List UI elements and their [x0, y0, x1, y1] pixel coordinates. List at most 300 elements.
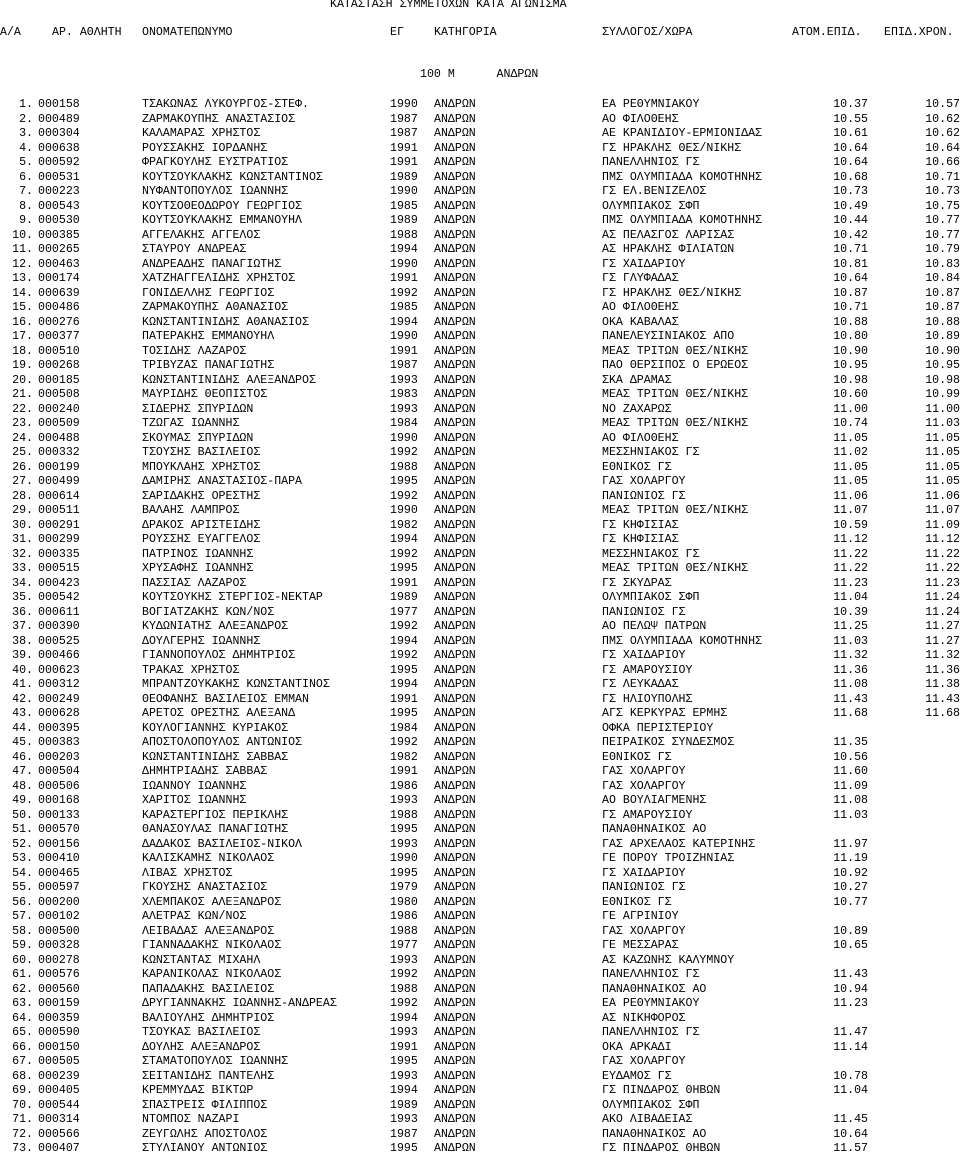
category-cell: ΑΝΔΡΩΝ: [434, 1026, 476, 1039]
club-cell: ΠΑΟ ΘΕΡΣΙΠΟΣ Ο ΕΡΩΕΟΣ: [602, 359, 749, 372]
season-best-cell: 11.05: [925, 446, 960, 459]
birth-year-cell: 1989: [390, 214, 418, 227]
birth-year-cell: 1989: [390, 591, 418, 604]
athlete-number-cell: 000525: [38, 634, 80, 648]
table-row: [0, 925, 960, 940]
birth-year-cell: 1986: [390, 910, 418, 923]
table-row: [0, 243, 960, 258]
birth-year-cell: 1990: [390, 504, 418, 517]
athlete-name-cell: ΜΑΥΡΙΔΗΣ ΘΕΟΠΙΣΤΟΣ: [142, 388, 268, 401]
birth-year-cell: 1992: [390, 736, 418, 749]
table-row: [0, 664, 960, 679]
birth-year-cell: 1987: [390, 112, 418, 126]
club-cell: ΓΑΣ ΧΟΛΑΡΓΟΥ: [602, 765, 686, 778]
table-row: [0, 780, 960, 795]
table-row: [0, 577, 960, 592]
athlete-number-cell: 000185: [38, 373, 80, 387]
birth-year-cell: 1989: [390, 1098, 418, 1112]
category-cell: ΑΝΔΡΩΝ: [434, 504, 476, 517]
category-cell: ΑΝΔΡΩΝ: [434, 1069, 476, 1083]
rank-cell: 47.: [12, 765, 33, 778]
birth-year-cell: 1985: [390, 199, 418, 213]
table-row: [0, 142, 960, 157]
birth-year-cell: 1979: [390, 881, 418, 894]
athlete-name-cell: ΓΟΝΙΔΕΛΛΗΣ ΓΕΩΡΓΙΟΣ: [142, 286, 275, 300]
personal-best-cell: 11.57: [833, 1142, 868, 1155]
athlete-name-cell: ΒΟΓΙΑΤΖΑΚΗΣ ΚΩΝ/ΝΟΣ: [142, 605, 275, 619]
athlete-number-cell: 000383: [38, 736, 80, 749]
athlete-name-cell: ΑΠΟΣΤΟΛΟΠΟΥΛΟΣ ΑΝΤΩΝΙΟΣ: [142, 736, 303, 749]
personal-best-cell: 11.03: [833, 808, 868, 822]
season-best-cell: 10.84: [925, 272, 960, 285]
athlete-name-cell: ΓΙΑΝΝΑΔΑΚΗΣ ΝΙΚΟΛΑΟΣ: [142, 939, 282, 952]
category-cell: ΑΝΔΡΩΝ: [434, 881, 476, 894]
birth-year-cell: 1992: [390, 547, 418, 561]
personal-best-cell: 11.19: [833, 852, 868, 865]
season-best-cell: 10.89: [925, 330, 960, 343]
athlete-name-cell: ΔΑΔΑΚΟΣ ΒΑΣΙΛΕΙΟΣ-ΝΙΚΟΛ: [142, 837, 303, 851]
personal-best-cell: 10.95: [833, 359, 868, 372]
athlete-name-cell: ΝΥΦΑΝΤΟΠΟΥΛΟΣ ΙΩΑΝΝΗΣ: [142, 185, 289, 198]
athlete-number-cell: 000628: [38, 707, 80, 720]
category-cell: ΑΝΔΡΩΝ: [434, 808, 476, 822]
personal-best-cell: 10.77: [833, 895, 868, 909]
athlete-name-cell: ΧΡΥΣΑΦΗΣ ΙΩΑΝΝΗΣ: [142, 562, 254, 575]
category-cell: ΑΝΔΡΩΝ: [434, 460, 476, 474]
category-cell: ΑΝΔΡΩΝ: [434, 1055, 476, 1068]
birth-year-cell: 1994: [390, 634, 418, 648]
table-row: [0, 751, 960, 766]
athlete-name-cell: ΔΡΑΚΟΣ ΑΡΙΣΤΕΙΔΗΣ: [142, 518, 261, 532]
athlete-name-cell: ΧΛΕΜΠΑΚΟΣ ΑΛΕΞΑΝΔΡΟΣ: [142, 895, 282, 909]
table-row: [0, 809, 960, 824]
table-row: [0, 200, 960, 215]
athlete-name-cell: ΛΕΙΒΑΔΑΣ ΑΛΕΞΑΝΔΡΟΣ: [142, 924, 275, 938]
athlete-name-cell: ΘΑΝΑΣΟΥΛΑΣ ΠΑΝΑΓΙΩΤΗΣ: [142, 823, 289, 836]
club-cell: ΠΑΝΑΘΗΝΑΙΚΟΣ ΑΟ: [602, 823, 707, 836]
athlete-name-cell: ΒΑΛΑΗΣ ΛΑΜΠΡΟΣ: [142, 504, 240, 517]
athlete-name-cell: ΑΝΔΡΕΑΔΗΣ ΠΑΝΑΓΙΩΤΗΣ: [142, 257, 282, 271]
athlete-number-cell: 000592: [38, 156, 80, 169]
category-cell: ΑΝΔΡΩΝ: [434, 301, 476, 314]
club-cell: ΜΕΑΣ ΤΡΙΤΩΝ ΘΕΣ/ΝΙΚΗΣ: [602, 344, 749, 358]
club-cell: ΜΕΑΣ ΤΡΙΤΩΝ ΘΕΣ/ΝΙΚΗΣ: [602, 417, 749, 430]
athlete-number-cell: 000623: [38, 663, 80, 677]
personal-best-cell: 11.07: [833, 504, 868, 517]
athlete-name-cell: ΡΟΥΣΣΑΚΗΣ ΙΟΡΔΑΝΗΣ: [142, 141, 268, 155]
table-row: [0, 1026, 960, 1041]
table-row: [0, 562, 960, 577]
rank-cell: 45.: [12, 736, 33, 749]
table-row: [0, 1142, 960, 1157]
athlete-name-cell: ΡΟΥΣΣΗΣ ΕΥΑΓΓΕΛΟΣ: [142, 533, 261, 546]
club-cell: ΓΣ ΧΑΙΔΑΡΙΟΥ: [602, 866, 686, 880]
athlete-number-cell: 000508: [38, 388, 80, 401]
athlete-number-cell: 000390: [38, 620, 80, 633]
personal-best-cell: 10.92: [833, 866, 868, 880]
birth-year-cell: 1991: [390, 576, 418, 590]
personal-best-cell: 11.04: [833, 591, 868, 604]
category-cell: ΑΝΔΡΩΝ: [434, 199, 476, 213]
table-row: [0, 635, 960, 650]
athlete-name-cell: ΚΟΥΤΣΟΥΚΛΑΚΗΣ ΕΜΜΑΝΟΥΗΛ: [142, 214, 303, 227]
athlete-number-cell: 000200: [38, 895, 80, 909]
athlete-name-cell: ΤΣΟΥΣΗΣ ΒΑΣΙΛΕΙΟΣ: [142, 446, 261, 459]
rank-cell: 59.: [12, 939, 33, 952]
personal-best-cell: 11.25: [833, 620, 868, 633]
category-cell: ΑΝΔΡΩΝ: [434, 852, 476, 865]
personal-best-cell: 10.64: [833, 1127, 868, 1141]
athlete-number-cell: 000150: [38, 1040, 80, 1054]
category-cell: ΑΝΔΡΩΝ: [434, 895, 476, 909]
season-best-cell: 10.77: [925, 228, 960, 242]
athlete-name-cell: ΣΕΙΤΑΝΙΔΗΣ ΠΑΝΤΕΛΗΣ: [142, 1069, 275, 1083]
athlete-number-cell: 000488: [38, 431, 80, 445]
club-cell: ΓΑΣ ΧΟΛΑΡΓΟΥ: [602, 924, 686, 938]
table-row: [0, 1041, 960, 1056]
athlete-number-cell: 000611: [38, 605, 80, 619]
category-cell: ΑΝΔΡΩΝ: [434, 837, 476, 851]
birth-year-cell: 1982: [390, 518, 418, 532]
athlete-number-cell: 000515: [38, 562, 80, 575]
club-cell: ΓΣ ΚΗΦΙΣΙΑΣ: [602, 518, 679, 532]
birth-year-cell: 1990: [390, 98, 418, 111]
rank-cell: 42.: [12, 692, 33, 706]
athlete-number-cell: 000156: [38, 837, 80, 851]
table-row: [0, 968, 960, 983]
athlete-name-cell: ΖΑΡΜΑΚΟΥΠΗΣ ΑΝΑΣΤΑΣΙΟΣ: [142, 112, 296, 126]
table-row: [0, 736, 960, 751]
rank-cell: 52.: [12, 837, 33, 851]
table-row: [0, 185, 960, 200]
athlete-name-cell: ΑΓΓΕΛΑΚΗΣ ΑΓΓΕΛΟΣ: [142, 228, 261, 242]
season-best-cell: 10.95: [925, 359, 960, 372]
season-best-cell: 11.09: [925, 518, 960, 532]
athlete-name-cell: ΚΩΝΣΤΑΝΤΙΝΙΔΗΣ ΣΑΒΒΑΣ: [142, 750, 289, 764]
athlete-number-cell: 000314: [38, 1113, 80, 1126]
birth-year-cell: 1994: [390, 243, 418, 256]
birth-year-cell: 1994: [390, 1084, 418, 1097]
club-cell: ΓΣ ΠΙΝΔΑΡΟΣ ΘΗΒΩΝ: [602, 1142, 721, 1155]
season-best-cell: 10.90: [925, 344, 960, 358]
rank-cell: 22.: [12, 402, 33, 416]
athlete-number-cell: 000377: [38, 330, 80, 343]
season-best-cell: 11.24: [925, 605, 960, 619]
athlete-number-cell: 000463: [38, 257, 80, 271]
rank-cell: 21.: [12, 388, 33, 401]
category-cell: ΑΝΔΡΩΝ: [434, 475, 476, 488]
table-row: [0, 345, 960, 360]
birth-year-cell: 1995: [390, 707, 418, 720]
club-cell: ΓΣ ΓΛΥΦΑΔΑΣ: [602, 272, 679, 285]
club-cell: ΑΣ ΗΡΑΚΛΗΣ ΦΙΛΙΑΤΩΝ: [602, 243, 735, 256]
table-row: [0, 533, 960, 548]
athlete-name-cell: ΤΡΙΒΥΖΑΣ ΠΑΝΑΓΙΩΤΗΣ: [142, 359, 275, 372]
table-row: [0, 156, 960, 171]
category-cell: ΑΝΔΡΩΝ: [434, 576, 476, 590]
athlete-number-cell: 000223: [38, 185, 80, 198]
birth-year-cell: 1990: [390, 431, 418, 445]
personal-best-cell: 11.02: [833, 446, 868, 459]
category-cell: ΑΝΔΡΩΝ: [434, 141, 476, 155]
table-row: [0, 765, 960, 780]
category-cell: ΑΝΔΡΩΝ: [434, 634, 476, 648]
rank-cell: 67.: [12, 1055, 33, 1068]
table-row: [0, 98, 960, 113]
club-cell: ΟΚΑ ΚΑΒΑΛΑΣ: [602, 315, 679, 329]
category-cell: ΑΝΔΡΩΝ: [434, 1113, 476, 1126]
athlete-number-cell: 000199: [38, 460, 80, 474]
rank-cell: 28.: [12, 489, 33, 503]
header-category: ΚΑΤΗΓΟΡΙΑ: [434, 26, 497, 39]
athlete-number-cell: 000531: [38, 170, 80, 184]
club-cell: ΓΣ ΚΗΦΙΣΙΑΣ: [602, 533, 679, 546]
athlete-number-cell: 000385: [38, 228, 80, 242]
entries-list: [0, 98, 960, 1157]
season-best-cell: 10.62: [925, 127, 960, 140]
athlete-number-cell: 000407: [38, 1142, 80, 1155]
category-cell: ΑΝΔΡΩΝ: [434, 170, 476, 184]
club-cell: ΕΘΝΙΚΟΣ ΓΣ: [602, 460, 672, 474]
category-cell: ΑΝΔΡΩΝ: [434, 605, 476, 619]
table-row: [0, 867, 960, 882]
personal-best-cell: 11.43: [833, 968, 868, 981]
table-row: [0, 113, 960, 128]
club-cell: ΜΕΣΣΗΝΙΑΚΟΣ ΓΣ: [602, 547, 700, 561]
athlete-number-cell: 000614: [38, 489, 80, 503]
category-cell: ΑΝΔΡΩΝ: [434, 112, 476, 126]
table-row: [0, 954, 960, 969]
category-cell: ΑΝΔΡΩΝ: [434, 910, 476, 923]
personal-best-cell: 10.94: [833, 982, 868, 996]
rank-cell: 39.: [12, 649, 33, 662]
season-best-cell: 10.57: [925, 98, 960, 111]
personal-best-cell: 10.27: [833, 881, 868, 894]
athlete-name-cell: ΚΑΡΑΝΙΚΟΛΑΣ ΝΙΚΟΛΑΟΣ: [142, 968, 282, 981]
athlete-number-cell: 000560: [38, 982, 80, 996]
birth-year-cell: 1994: [390, 1011, 418, 1025]
club-cell: ΟΛΥΜΠΙΑΚΟΣ ΣΦΠ: [602, 591, 700, 604]
personal-best-cell: 10.39: [833, 605, 868, 619]
season-best-cell: 11.38: [925, 678, 960, 691]
rank-cell: 8.: [19, 199, 33, 213]
personal-best-cell: 11.06: [833, 489, 868, 503]
category-cell: ΑΝΔΡΩΝ: [434, 156, 476, 169]
club-cell: ΕΘΝΙΚΟΣ ΓΣ: [602, 895, 672, 909]
rank-cell: 53.: [12, 852, 33, 865]
personal-best-cell: 10.89: [833, 924, 868, 938]
rank-cell: 15.: [12, 301, 33, 314]
birth-year-cell: 1977: [390, 605, 418, 619]
category-cell: ΑΝΔΡΩΝ: [434, 98, 476, 111]
season-best-cell: 10.66: [925, 156, 960, 169]
category-cell: ΑΝΔΡΩΝ: [434, 373, 476, 387]
athlete-name-cell: ΚΩΝΣΤΑΝΤΑΣ ΜΙΧΑΗΛ: [142, 953, 261, 967]
rank-cell: 57.: [12, 910, 33, 923]
table-row: [0, 446, 960, 461]
athlete-name-cell: ΚΑΡΑΣΤΕΡΓΙΟΣ ΠΕΡΙΚΛΗΣ: [142, 808, 289, 822]
category-cell: ΑΝΔΡΩΝ: [434, 562, 476, 575]
athlete-number-cell: 000543: [38, 199, 80, 213]
birth-year-cell: 1982: [390, 750, 418, 764]
birth-year-cell: 1995: [390, 663, 418, 677]
table-row: [0, 417, 960, 432]
athlete-number-cell: 000544: [38, 1098, 80, 1112]
personal-best-cell: 10.44: [833, 214, 868, 227]
birth-year-cell: 1977: [390, 939, 418, 952]
birth-year-cell: 1993: [390, 402, 418, 416]
club-cell: ΑΟ ΦΙΛΟΘΕΗΣ: [602, 112, 679, 126]
athlete-number-cell: 000278: [38, 953, 80, 967]
athlete-number-cell: 000576: [38, 968, 80, 981]
table-row: [0, 838, 960, 853]
athlete-name-cell: ΓΚΟΥΣΗΣ ΑΝΑΣΤΑΣΙΟΣ: [142, 881, 268, 894]
rank-cell: 12.: [12, 257, 33, 271]
personal-best-cell: 11.05: [833, 431, 868, 445]
birth-year-cell: 1995: [390, 562, 418, 575]
personal-best-cell: 11.08: [833, 794, 868, 807]
rank-cell: 46.: [12, 750, 33, 764]
personal-best-cell: 10.78: [833, 1069, 868, 1083]
athlete-name-cell: ΚΟΥΤΣΟΘΕΟΔΩΡΟΥ ΓΕΩΡΓΙΟΣ: [142, 199, 303, 213]
table-row: [0, 214, 960, 229]
category-cell: ΑΝΔΡΩΝ: [434, 620, 476, 633]
athlete-number-cell: 000639: [38, 286, 80, 300]
birth-year-cell: 1992: [390, 620, 418, 633]
category-cell: ΑΝΔΡΩΝ: [434, 692, 476, 706]
athlete-name-cell: ΣΤΑΜΑΤΟΠΟΥΛΟΣ ΙΩΑΝΝΗΣ: [142, 1055, 289, 1068]
athlete-number-cell: 000304: [38, 127, 80, 140]
club-cell: ΠΑΝΙΩΝΙΟΣ ΓΣ: [602, 881, 686, 894]
page-title: ΚΑΤΑΣΤΑΣΗ ΣΥΜΜΕΤΟΧΩΝ ΚΑΤΑ ΑΓΩΝΙΣΜΑ: [330, 0, 567, 11]
rank-cell: 6.: [19, 170, 33, 184]
rank-cell: 35.: [12, 591, 33, 604]
table-row: [0, 461, 960, 476]
table-row: [0, 649, 960, 664]
athlete-number-cell: 000511: [38, 504, 80, 517]
birth-year-cell: 1993: [390, 373, 418, 387]
season-best-cell: 10.75: [925, 199, 960, 213]
personal-best-cell: 11.47: [833, 1026, 868, 1039]
table-row: [0, 910, 960, 925]
table-row: [0, 896, 960, 911]
season-best-cell: 11.06: [925, 489, 960, 503]
club-cell: ΑΣ ΚΑΖΩΝΗΣ ΚΑΛΥΜΝΟΥ: [602, 953, 735, 967]
athlete-name-cell: ΔΟΥΛΓΕΡΗΣ ΙΩΑΝΝΗΣ: [142, 634, 261, 648]
category-cell: ΑΝΔΡΩΝ: [434, 359, 476, 372]
rank-cell: 23.: [12, 417, 33, 430]
athlete-number-cell: 000410: [38, 852, 80, 865]
club-cell: ΓΣ ΑΜΑΡΟΥΣΙΟΥ: [602, 663, 693, 677]
rank-cell: 26.: [12, 460, 33, 474]
athlete-name-cell: ΚΩΝΣΤΑΝΤΙΝΙΔΗΣ ΑΘΑΝΑΣΙΟΣ: [142, 315, 309, 329]
birth-year-cell: 1995: [390, 823, 418, 836]
birth-year-cell: 1993: [390, 1069, 418, 1083]
category-cell: ΑΝΔΡΩΝ: [434, 678, 476, 691]
category-cell: ΑΝΔΡΩΝ: [434, 402, 476, 416]
athlete-number-cell: 000133: [38, 808, 80, 822]
table-row: [0, 606, 960, 621]
athlete-name-cell: ΙΩΑΝΝΟΥ ΙΩΑΝΝΗΣ: [142, 779, 247, 793]
athlete-name-cell: ΠΑΤΕΡΑΚΗΣ ΕΜΜΑΝΟΥΗΛ: [142, 330, 275, 343]
rank-cell: 2.: [19, 112, 33, 126]
personal-best-cell: 11.22: [833, 562, 868, 575]
season-best-cell: 10.83: [925, 257, 960, 271]
rank-cell: 20.: [12, 373, 33, 387]
club-cell: ΜΕΑΣ ΤΡΙΤΩΝ ΘΕΣ/ΝΙΚΗΣ: [602, 388, 749, 401]
rank-cell: 25.: [12, 446, 33, 459]
athlete-number-cell: 000570: [38, 823, 80, 836]
personal-best-cell: 10.49: [833, 199, 868, 213]
personal-best-cell: 10.64: [833, 141, 868, 155]
rank-cell: 27.: [12, 475, 33, 488]
club-cell: ΠΑΝΙΩΝΙΟΣ ΓΣ: [602, 489, 686, 503]
category-cell: ΑΝΔΡΩΝ: [434, 431, 476, 445]
athlete-number-cell: 000240: [38, 402, 80, 416]
birth-year-cell: 1992: [390, 649, 418, 662]
birth-year-cell: 1990: [390, 330, 418, 343]
athlete-number-cell: 000489: [38, 112, 80, 126]
personal-best-cell: 10.68: [833, 170, 868, 184]
athlete-name-cell: ΘΕΟΦΑΝΗΣ ΒΑΣΙΛΕΙΟΣ ΕΜΜΑΝ: [142, 692, 309, 706]
personal-best-cell: 11.43: [833, 692, 868, 706]
birth-year-cell: 1991: [390, 765, 418, 778]
birth-year-cell: 1984: [390, 721, 418, 735]
athlete-number-cell: 000542: [38, 591, 80, 604]
club-cell: ΓΣ ΛΕΥΚΑΔΑΣ: [602, 678, 679, 691]
season-best-cell: 11.68: [925, 707, 960, 720]
table-row: [0, 490, 960, 505]
personal-best-cell: 11.45: [833, 1113, 868, 1126]
club-cell: ΜΕΑΣ ΤΡΙΤΩΝ ΘΕΣ/ΝΙΚΗΣ: [602, 504, 749, 517]
athlete-name-cell: ΜΠΟΥΚΛΑΗΣ ΧΡΗΣΤΟΣ: [142, 460, 261, 474]
table-row: [0, 272, 960, 287]
personal-best-cell: 11.05: [833, 460, 868, 474]
club-cell: ΑΣ ΝΙΚΗΦΟΡΟΣ: [602, 1011, 686, 1025]
athlete-name-cell: ΑΛΕΤΡΑΣ ΚΩΝ/ΝΟΣ: [142, 910, 247, 923]
category-cell: ΑΝΔΡΩΝ: [434, 547, 476, 561]
athlete-number-cell: 000174: [38, 272, 80, 285]
athlete-name-cell: ΔΟΥΛΗΣ ΑΛΕΞΑΝΔΡΟΣ: [142, 1040, 261, 1054]
club-cell: ΟΚΑ ΑΡΚΑΔΙ: [602, 1040, 672, 1054]
category-cell: ΑΝΔΡΩΝ: [434, 1084, 476, 1097]
birth-year-cell: 1985: [390, 301, 418, 314]
club-cell: ΓΣ ΗΡΑΚΛΗΣ ΘΕΣ/ΝΙΚΗΣ: [602, 141, 742, 155]
club-cell: ΟΛΥΜΠΙΑΚΟΣ ΣΦΠ: [602, 1098, 700, 1112]
personal-best-cell: 11.08: [833, 678, 868, 691]
category-cell: ΑΝΔΡΩΝ: [434, 649, 476, 662]
club-cell: ΑΟ ΒΟΥΛΙΑΓΜΕΝΗΣ: [602, 794, 707, 807]
birth-year-cell: 1988: [390, 924, 418, 938]
club-cell: ΠΑΝΕΛΕΥΣΙΝΙΑΚΟΣ ΑΠΟ: [602, 330, 735, 343]
athlete-name-cell: ΚΑΛΑΜΑΡΑΣ ΧΡΗΣΤΟΣ: [142, 127, 261, 140]
category-cell: ΑΝΔΡΩΝ: [434, 750, 476, 764]
category-cell: ΑΝΔΡΩΝ: [434, 982, 476, 996]
rank-cell: 65.: [12, 1026, 33, 1039]
birth-year-cell: 1987: [390, 359, 418, 372]
category-cell: ΑΝΔΡΩΝ: [434, 388, 476, 401]
club-cell: ΠΑΝΑΘΗΝΑΙΚΟΣ ΑΟ: [602, 982, 707, 996]
personal-best-cell: 10.90: [833, 344, 868, 358]
personal-best-cell: 11.00: [833, 402, 868, 416]
athlete-number-cell: 000168: [38, 794, 80, 807]
rank-cell: 61.: [12, 968, 33, 981]
season-best-cell: 11.12: [925, 533, 960, 546]
category-cell: ΑΝΔΡΩΝ: [434, 794, 476, 807]
season-best-cell: 10.71: [925, 170, 960, 184]
table-row: [0, 1084, 960, 1099]
athlete-number-cell: 000504: [38, 765, 80, 778]
